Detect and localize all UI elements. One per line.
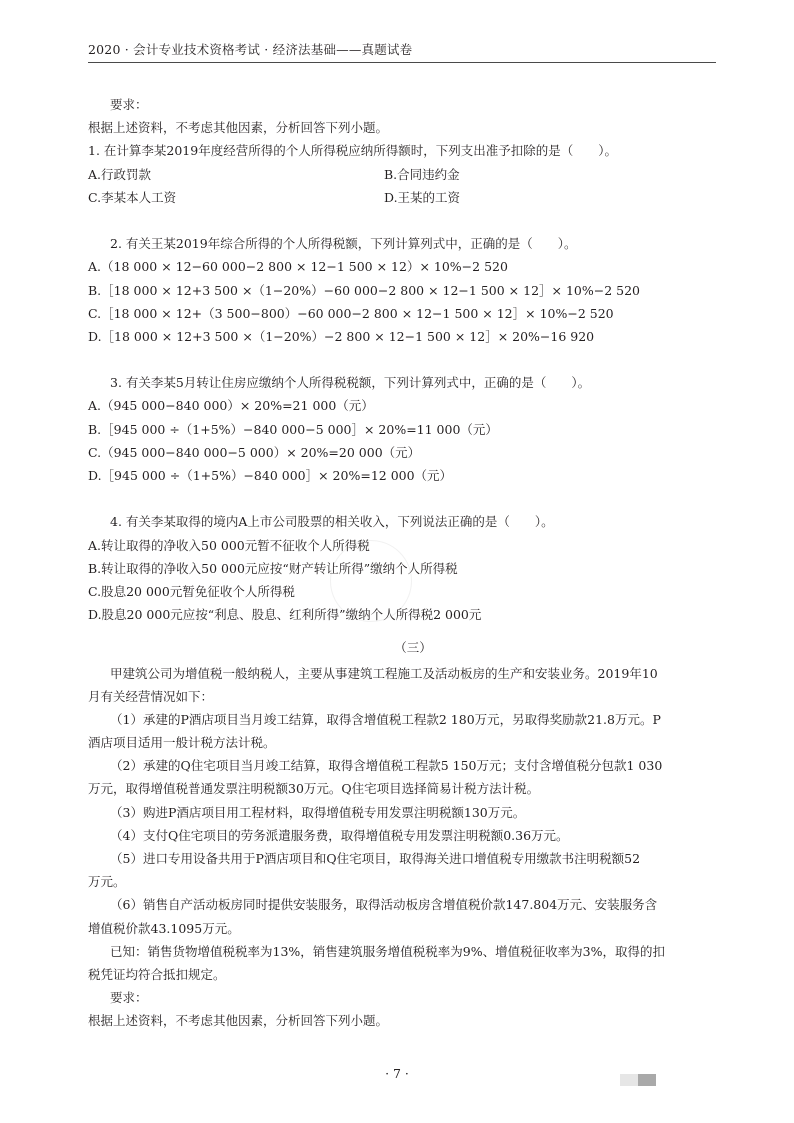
case-item-6-line2: 增值税价款43.1095万元。 — [88, 920, 240, 936]
q2-option-c: C.［18 000 × 12+（3 500−800）−60 000−2 800 × 12−1 500 × 12］× 10%−2 520 — [88, 305, 614, 321]
q1-option-d: D.王某的工资 — [384, 189, 461, 205]
section-title: （三） — [394, 640, 432, 656]
q3-option-d: D.［945 000 ÷（1+5%）−840 000］× 20%=12 000（元） — [88, 468, 453, 483]
corner-mark-dark — [638, 1074, 656, 1086]
instruction-text-2: 根据上述资料，不考虑其他因素，分析回答下列小题。 — [88, 1013, 389, 1029]
corner-mark-light — [620, 1074, 638, 1086]
known-conditions-line1: 已知：销售货物增值税税率为13%，销售建筑服务增值税税率为9%、增值税征收率为3%，取得的扣 — [110, 943, 665, 959]
q4-option-b: B.转让取得的净收入50 000元应按“财产转让所得”缴纳个人所得税 — [88, 560, 458, 576]
case-item-1-line1: （1）承建的P酒店项目当月竣工结算，取得含增值税工程款2 180万元，另取得奖励款21.8万元。P — [110, 711, 661, 727]
page-number: · 7 · — [385, 1066, 409, 1081]
requirement-label-2: 要求： — [110, 990, 148, 1006]
case-item-3: （3）购进P酒店项目用工程材料，取得增值税专用发票注明税额130万元。 — [110, 804, 526, 820]
q2-option-b: B.［18 000 × 12+3 500 ×（1−20%）−60 000−2 800 × 12−1 500 × 12］× 10%−2 520 — [88, 282, 641, 298]
case-item-4: （4）支付Q住宅项目的劳务派遣服务费，取得增值税专用发票注明税额0.36万元。 — [110, 827, 569, 843]
spacer — [110, 487, 716, 510]
case-item-6-line1: （6）销售自产活动板房同时提供安装服务，取得活动板房含增值税价款147.804万元、安装服务含 — [110, 897, 658, 913]
q4-option-d: D.股息20 000元应按“利息、股息、红利所得”缴纳个人所得税2 000元 — [88, 607, 482, 623]
known-conditions-line2: 税凭证均符合抵扣规定。 — [88, 966, 226, 982]
q1-options-row2 — [88, 186, 716, 209]
q4-option-c: C.股息20 000元暂免征收个人所得税 — [88, 583, 295, 599]
q1-options-row1 — [88, 163, 716, 186]
case-item-1-line2: 酒店项目适用一般计税方法计税。 — [88, 735, 276, 751]
q2-option-d: D.［18 000 × 12+3 500 ×（1−20%）−2 800 × 12−1 500 × 12］× 20%−16 920 — [88, 328, 595, 344]
q2-option-a: A.（18 000 × 12−60 000−2 800 × 12−1 500 × 12）× 10%−2 520 — [88, 259, 508, 275]
page-content — [88, 93, 716, 1033]
q4-option-a: A.转让取得的净收入50 000元暂不征收个人所得税 — [88, 537, 370, 553]
q3-option-a: A.（945 000−840 000）× 20%=21 000（元） — [88, 398, 374, 414]
case-intro-line1: 甲建筑公司为增值税一般纳税人，主要从事建筑工程施工及活动板房的生产和安装业务。2019年10 — [110, 665, 658, 681]
q3-stem: 3. 有关李某5月转让住房应缴纳个人所得税税额，下列计算列式中，正确的是（ ）。 — [110, 375, 591, 391]
q4-stem: 4. 有关李某取得的境内A上市公司股票的相关收入，下列说法正确的是（ ）。 — [110, 514, 554, 530]
case-item-2-line2: 万元，取得增值税普通发票注明税额30万元。Q住宅项目选择简易计税方法计税。 — [88, 781, 540, 797]
q1-option-c: C.李某本人工资 — [88, 189, 177, 205]
q2-stem: 2. 有关王某2019年综合所得的个人所得税额，下列计算列式中，正确的是（ ）。 — [110, 236, 577, 252]
q3-option-c: C.（945 000−840 000−5 000）× 20%=20 000（元） — [88, 444, 421, 460]
header-rule — [88, 62, 716, 63]
q1-option-b: B.合同违约金 — [384, 166, 460, 182]
q3-option-b: B.［945 000 ÷（1+5%）−840 000−5 000］× 20%=11 000（元） — [88, 421, 498, 437]
instruction-text: 根据上述资料，不考虑其他因素，分析回答下列小题。 — [88, 120, 389, 136]
running-header: 2020 · 会计专业技术资格考试 · 经济法基础——真题试卷 — [88, 42, 413, 57]
case-item-5-line2: 万元。 — [88, 874, 126, 890]
case-item-5-line1: （5）进口专用设备共用于P酒店项目和Q住宅项目，取得海关进口增值税专用缴款书注明税额52 — [110, 851, 641, 866]
requirement-label: 要求： — [110, 97, 148, 112]
case-intro-line2: 月有关经营情况如下： — [88, 688, 214, 704]
spacer — [110, 209, 716, 232]
q1-option-a: A.行政罚款 — [88, 166, 152, 182]
q1-stem: 1. 在计算李某2019年度经营所得的个人所得税应纳所得额时，下列支出准予扣除的是（ ）。 — [88, 143, 617, 159]
case-item-2-line1: （2）承建的Q住宅项目当月竣工结算，取得含增值税工程款5 150万元；支付含增值税分包款1 030 — [110, 758, 663, 774]
spacer — [110, 348, 716, 371]
